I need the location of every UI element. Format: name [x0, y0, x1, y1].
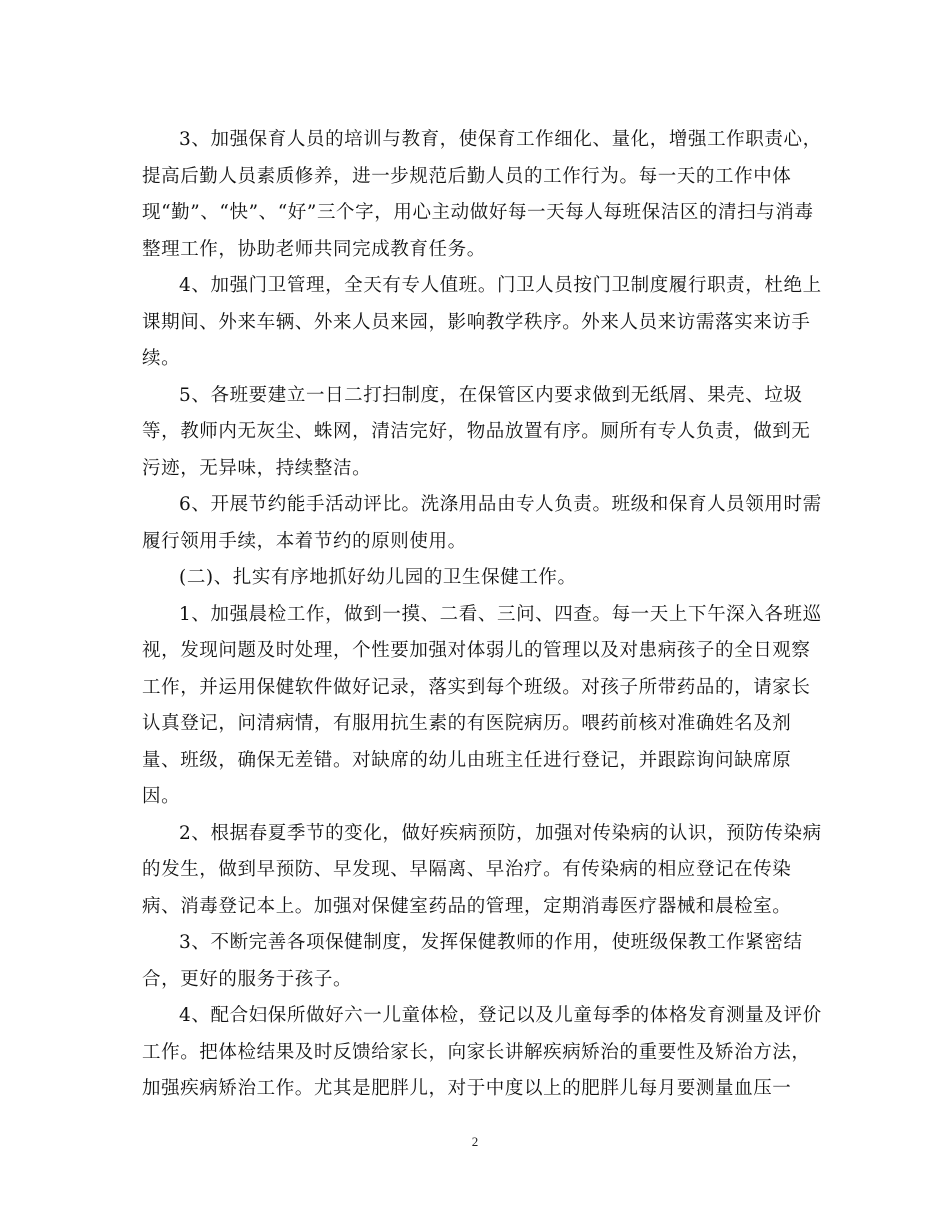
text-line: 因。: [142, 786, 181, 807]
text-line: 污迹，无异味，持续整洁。: [142, 457, 372, 479]
section-heading-health-care: [142, 560, 810, 597]
paragraph-disease-prevention: [142, 816, 822, 926]
text-line: 1、加强晨检工作，做到一摸、二看、三问、四查。每一天上下午深入各班巡: [179, 603, 822, 625]
page-number: 2: [471, 1134, 479, 1149]
text-line: 视，发现问题及时处理，个性要加强对体弱儿的管理以及对患病孩子的全日观察: [142, 640, 811, 661]
text-line: 履行领用手续，本着节约的原则使用。: [142, 530, 467, 552]
paragraph-cleaning-system: [142, 378, 810, 488]
paragraph-staff-training: [142, 122, 822, 268]
text-line: 现“勤”、“快”、“好”三个字，用心主动做好每一天每人每班保洁区的清扫与消毒: [142, 202, 814, 223]
paragraph-gate-security: [142, 268, 822, 378]
text-line: 6、开展节约能手活动评比。洗涤用品由专人负责。班级和保育人员领用时需: [179, 494, 822, 515]
text-line: 认真登记，问清病情，有服用抗生素的有医院病历。喂药前核对准确姓名及剂: [142, 713, 792, 734]
text-line: 课期间、外来车辆、外来人员来园，影响教学秩序。外来人员来访需落实来访手: [142, 311, 811, 333]
text-line: 3、加强保育人员的培训与教育，使保育工作细化、量化，增强工作职责心，: [179, 129, 822, 150]
paragraph-physical-exam: [142, 998, 822, 1108]
paragraph-saving-contest: [142, 487, 822, 560]
paragraph-health-system: [142, 925, 810, 998]
text-line: 4、配合妇保所做好六一儿童体检，登记以及儿童每季的体格发育测量及评价: [179, 1005, 822, 1026]
text-line: 整理工作，协助老师共同完成教育任务。: [142, 238, 486, 260]
text-line: 等，教师内无灰尘、蛛网，清洁完好，物品放置有序。厕所有专人负责，做到无: [142, 421, 811, 442]
text-line: 5、各班要建立一日二打扫制度，在保管区内要求做到无纸屑、果壳、垃圾: [179, 384, 803, 406]
text-line: 的发生，做到早预防、早发现、早隔离、早治疗。有传染病的相应登记在传染: [142, 859, 792, 880]
document-body: [142, 122, 822, 1108]
text-line: 合，更好的服务于孩子。: [142, 968, 353, 990]
text-line: 工作。把体检结果及时反馈给家长，向家长讲解疾病矫治的重要性及矫治方法，: [142, 1041, 811, 1063]
text-line: 量、班级，确保无差错。对缺席的幼儿由班主任进行登记，并跟踪询问缺席原: [142, 749, 792, 771]
section-heading: (二)、扎实有序地抓好幼儿园的卫生保健工作。: [179, 567, 577, 588]
text-line: 3、不断完善各项保健制度，发挥保健教师的作用，使班级保教工作紧密结: [179, 932, 803, 953]
text-line: 病、消毒登记本上。加强对保健室药品的管理，定期消毒医疗器械和晨检室。: [142, 895, 792, 917]
text-line: 续。: [142, 348, 181, 369]
text-line: 提高后勤人员素质修养，进一步规范后勤人员的工作行为。每一天的工作中体: [142, 165, 792, 187]
text-line: 2、根据春夏季节的变化，做好疾病预防，加强对传染病的认识，预防传染病: [179, 822, 822, 844]
text-line: 工作，并运用保健软件做好记录，落实到每个班级。对孩子所带药品的，请家长: [142, 676, 811, 698]
text-line: 加强疾病矫治工作。尤其是肥胖儿，对于中度以上的肥胖儿每月要测量血压一: [142, 1078, 792, 1099]
paragraph-morning-check: [142, 597, 822, 816]
text-line: 4、加强门卫管理，全天有专人值班。门卫人员按门卫制度履行职责，杜绝上: [179, 275, 822, 296]
